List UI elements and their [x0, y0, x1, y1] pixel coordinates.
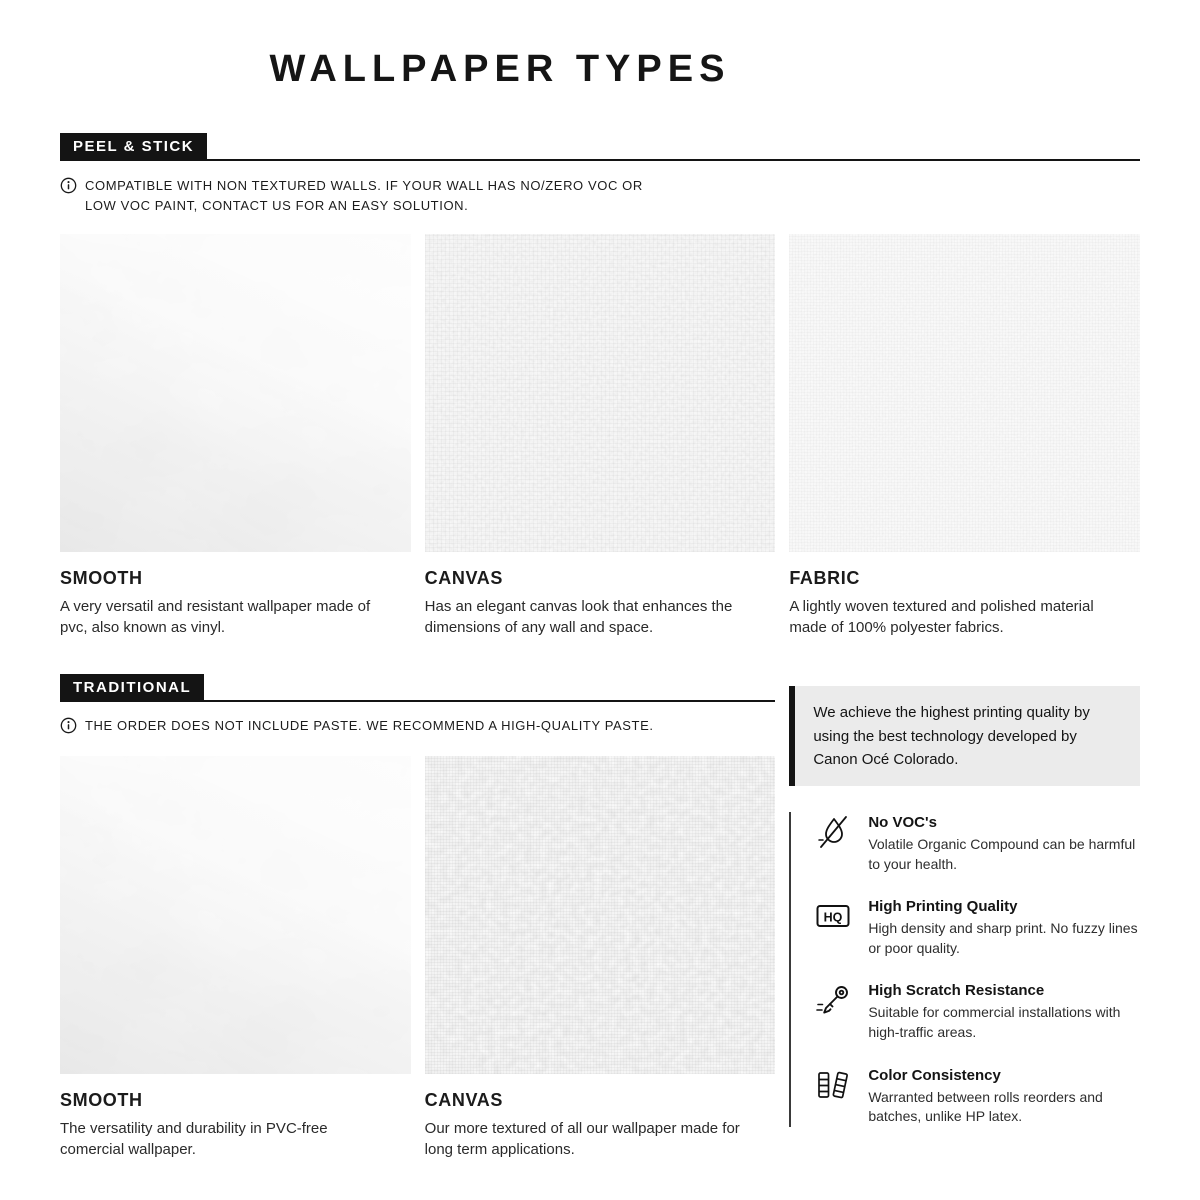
swatch-card-canvas: [425, 234, 776, 638]
feature-description: High density and sharp print. No fuzzy lines or poor quality.: [868, 920, 1138, 956]
features-list: [789, 812, 1140, 1127]
feature-color-consistency: [813, 1065, 1140, 1127]
swatch-name: SMOOTH: [60, 568, 143, 589]
no-voc-icon: [813, 812, 853, 852]
swatch-card-canvas-traditional: [425, 756, 776, 1160]
swatch-card-smooth: [60, 234, 411, 638]
hq-icon-label: HQ: [823, 910, 843, 925]
smooth-texture-sample: [60, 234, 411, 552]
fabric-linen-overlay: [789, 234, 1140, 552]
peel-stick-swatch-row: [60, 234, 1140, 638]
smooth-texture-sample: [60, 756, 411, 1074]
canvas-rough-overlay: [425, 756, 776, 1074]
swatch-description: Has an elegant canvas look that enhances the dimensions of any wall and space.: [424, 598, 733, 637]
feature-description: Volatile Organic Compound can be harmful to your health.: [868, 836, 1136, 872]
note-text: COMPATIBLE WITH NON TEXTURED WALLS. IF YOUR WALL HAS NO/ZERO VOC OR LOW VOC PAINT, CONTACT US FOR AN EASY SOLUTION.: [85, 178, 643, 214]
page-title: WALLPAPER TYPES: [269, 48, 731, 90]
scratch-resistance-icon: [813, 980, 853, 1020]
info-icon: [60, 177, 77, 200]
feature-description: Warranted between rolls reorders and batches, unlike HP latex.: [868, 1088, 1103, 1125]
canvas-texture-sample: [425, 756, 776, 1074]
swatch-description: Our more textured of all our wallpaper made for long term applications.: [424, 1120, 740, 1159]
swatch-description: A very versatil and resistant wallpaper made of pvc, also known as vinyl.: [60, 598, 371, 637]
fabric-texture-sample: [789, 234, 1140, 552]
hq-icon: [813, 896, 853, 936]
traditional-note: [60, 716, 775, 740]
feature-title: High Scratch Resistance: [868, 982, 1045, 1000]
feature-no-voc: [813, 812, 1140, 874]
feature-title: High Printing Quality: [868, 898, 1018, 916]
feature-description: Suitable for commercial installations with high-traffic areas.: [868, 1004, 1121, 1040]
traditional-badge: TRADITIONAL: [60, 674, 204, 700]
info-icon: [60, 717, 77, 740]
traditional-header-rule: [60, 674, 775, 702]
feature-high-printing-quality: [813, 896, 1140, 958]
swatch-card-fabric: [789, 234, 1140, 638]
swatch-name: CANVAS: [424, 1090, 503, 1111]
quality-quote-box: We achieve the highest printing quality by using the best technology developed by Canon Océ Colorado.: [789, 686, 1140, 786]
canvas-texture-sample: [425, 234, 776, 552]
feature-title: Color Consistency: [868, 1066, 1001, 1084]
note-text: THE ORDER DOES NOT INCLUDE PASTE. WE RECOMMEND A HIGH-QUALITY PASTE.: [85, 718, 654, 734]
swatch-name: FABRIC: [789, 568, 860, 589]
smooth-shading-overlay: [60, 756, 411, 1074]
swatch-description: A lightly woven textured and polished material made of 100% polyester fabrics.: [789, 598, 1094, 637]
smooth-shading-overlay: [60, 234, 411, 552]
canvas-weave-overlay: [425, 234, 776, 552]
feature-title: No VOC's: [868, 814, 937, 832]
printing-quality-aside: [789, 674, 1140, 1160]
section-peel-stick: [60, 133, 1140, 638]
peel-stick-note: [60, 176, 1140, 216]
swatch-name: SMOOTH: [60, 1090, 143, 1111]
peel-stick-header-rule: [60, 133, 1140, 161]
swatch-card-smooth-traditional: [60, 756, 411, 1160]
color-swatchbook-icon: [813, 1065, 853, 1105]
feature-scratch-resistance: [813, 980, 1140, 1042]
swatch-description: The versatility and durability in PVC-free comercial wallpaper.: [60, 1120, 328, 1159]
section-traditional: [60, 674, 1140, 1160]
swatch-name: CANVAS: [424, 568, 503, 589]
peel-stick-badge: PEEL & STICK: [60, 133, 207, 159]
